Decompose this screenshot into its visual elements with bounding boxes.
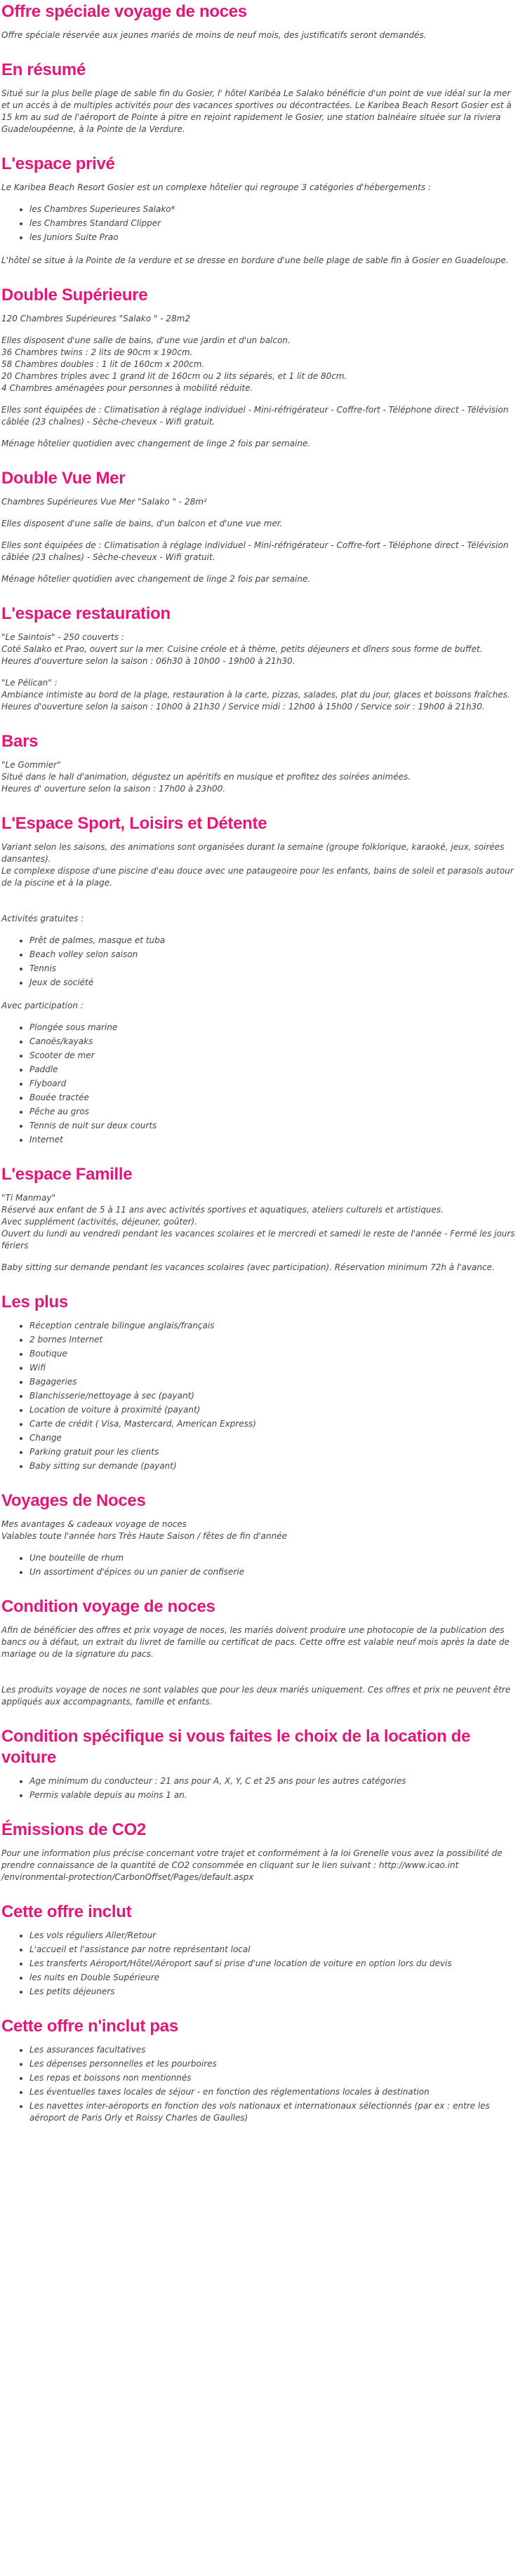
vue-mer-subtitle: Chambres Supérieures Vue Mer "Salako " - 28m² — [1, 497, 207, 507]
list-item: • les Juniors Suite Prao — [29, 232, 521, 243]
spacer — [1, 899, 521, 913]
section-title-espace-famille: L'espace Famille — [1, 1165, 133, 1184]
condition-noces-text: Afin de bénéficier des offres et prix voyage de noces, les mariés doivent produire une photocopie de la publication des bancs ou à défaut, un extrait du livret de famille ou certificat de pacs. Cette offre est valable neuf mois après la date de mariage ou de la signature du pacs. — [1, 1625, 510, 1659]
spacer — [1, 1670, 521, 1684]
text-line: Ambiance intimiste au bord de la plage, restauration à la carte, pizzas, salades, plat du jour, glaces et boissons fraîches. — [1, 690, 510, 700]
text-line: 58 Chambres doubles : 1 lit de 160cm x 200cm. — [1, 359, 205, 369]
list-item: • 2 bornes Internet — [29, 1334, 521, 1346]
section-title-offre-speciale: Offre spéciale voyage de noces — [1, 2, 247, 21]
text-line: Valables toute l'année hors Très Haute Saison / fêtes de fin d'année — [1, 1531, 287, 1541]
section-title-co2: Émissions de CO2 — [1, 1820, 146, 1839]
list-item: • Flyboard — [29, 1078, 521, 1090]
resume-text: Situé sur la plus belle plage de sable fin du Gosier, l' hôtel Karibéa Le Salako bénéficie d'un point de vue idéal sur la mer et un accès à de multiples activités pour des vacances sportives ou décontractées. Le Karibea Beach Resort Gosier est à 15 km au sud de l'aéroport de Pointe à pitre en rejoint rapidement le Gosier, une station balnéaire située sur la riviera Guadeloupéenne, à la Pointe de la Verdure. — [1, 88, 512, 134]
honeymoon-advantages-text — [1, 1519, 521, 1542]
list-item: • Les repas et boissons non mentionnés — [29, 2072, 521, 2084]
section-title-offre-inclut: Cette offre inclut — [1, 1902, 132, 1921]
section-title-bars: Bars — [1, 732, 39, 751]
section-title-offre-n-inclut-pas: Cette offre n'inclut pas — [1, 2017, 178, 2036]
text-line: Heures d'ouverture selon la saison : 10h00 à 21h30 / Service midi : 12h00 à 15h00 / Service soir : 19h00 à 21h30. — [1, 702, 485, 712]
list-item: • Boutique — [29, 1348, 521, 1360]
section-title-resume: En résumé — [1, 60, 86, 79]
list-item: • Jeux de société — [29, 977, 521, 989]
list-item: • Plongée sous marine — [29, 1022, 521, 1034]
restaurant-saintois — [1, 632, 521, 667]
co2-text: Pour une information plus précise concernant votre trajet et conformément à la loi Grenelle vous avez la possibilité de prendre connaissance de la quantité de CO2 consommée en cliquant sur le lien suivant : http://www.icao.int /environmental-protection/CarbonOffset/Pages/default.aspx — [1, 1848, 503, 1882]
list-item: • Un assortiment d'épices ou un panier de confiserie — [29, 1566, 521, 1578]
list-item: • Les assurances facultatives — [29, 2044, 521, 2056]
list-item: • L'accueil et l'assistance par notre représentant local — [29, 1944, 521, 1956]
list-item: • Prêt de palmes, masque et tuba — [29, 935, 521, 947]
list-item: • Les dépenses personnelles et les pourboires — [29, 2058, 521, 2070]
text-line: Le complexe dispose d'une piscine d'eau douce avec une pataugeoire pour les enfants, bains de soleil et parasols autour de la piscine et à la plage. — [1, 866, 514, 888]
list-item: • Tennis — [29, 963, 521, 975]
section-title-double-vue-mer: Double Vue Mer — [1, 469, 126, 488]
list-item: • Paddle — [29, 1064, 521, 1076]
not-included-list — [1, 2044, 521, 2124]
section-title-restauration: L'espace restauration — [1, 604, 171, 623]
espace-prive-intro: Le Karibea Beach Resort Gosier est un complexe hôtelier qui regroupe 3 catégories d'hébergements : — [1, 182, 431, 192]
text-line: Heures d' ouverture selon la saison : 17h00 à 23h00. — [1, 784, 226, 794]
vue-mer-description: Elles disposent d'une salle de bains, d'un balcon et d'une vue mer. — [1, 519, 283, 528]
text-line: Réservé aux enfant de 5 à 11 ans avec activités sportives et aquatiques, ateliers culturels et artistiques. — [1, 1205, 444, 1215]
text-line: 4 Chambres aménagées pour personnes à mobilité réduite. — [1, 383, 253, 393]
text-line: "Le Saintois" - 250 couverts : — [1, 632, 124, 642]
text-line: Mes avantages & cadeaux voyage de noces — [1, 1519, 187, 1529]
list-item: • Baby sitting sur demande (payant) — [29, 1460, 521, 1472]
condition-noces-restrictions: Les produits voyage de noces ne sont valables que pour les deux mariés uniquement. Ces offres et prix ne peuvent être appliqués aux accompagnants, famille et enfants. — [1, 1685, 511, 1707]
text-line: Situé dans le hall d'animation, dégustez un apéritifs en musique et profitez des soirées animées. — [1, 772, 411, 782]
honeymoon-gifts-list — [1, 1552, 521, 1578]
list-item: • Blanchisserie/nettoyage à sec (payant) — [29, 1390, 521, 1402]
section-title-double-superieure: Double Supérieure — [1, 286, 148, 305]
list-item: • Les petits déjeuners — [29, 1986, 521, 1998]
car-rental-conditions-list — [1, 1775, 521, 1801]
kids-club-text — [1, 1192, 521, 1252]
text-line: Heures d'ouverture selon la saison : 06h30 à 10h00 - 19h00 à 21h30. — [1, 656, 295, 666]
amenities-list — [1, 1320, 521, 1472]
text-line: "Le Gommier" — [1, 760, 61, 770]
sport-animations-text — [1, 841, 521, 889]
list-item: • Les navettes inter-aéroports en fonction des vols nationaux et internationaux sélectionnés (par ex : entre les aéroport de Paris Orly et Roissy Charles de Gaulles) — [29, 2100, 521, 2124]
free-activities-list — [1, 935, 521, 989]
list-item: • Les transferts Aéroport/Hôtel/Aéroport sauf si prise d'une location de voiture en option lors du devis — [29, 1958, 521, 1970]
section-title-les-plus: Les plus — [1, 1293, 68, 1312]
double-superieure-equipment: Elles sont équipées de : Climatisation à réglage individuel - Mini-réfrigérateur - Coffre-fort - Téléphone direct - Télévision câblée (23 chaînes) - Sèche-cheveux - Wifi gratuit. — [1, 405, 509, 427]
list-item: • Pêche au gros — [29, 1106, 521, 1118]
vue-mer-housekeeping: Ménage hôtelier quotidien avec changement de linge 2 fois par semaine. — [1, 574, 311, 584]
list-item: • Canoës/kayaks — [29, 1036, 521, 1048]
list-item: • Bagageries — [29, 1376, 521, 1388]
list-item: • Scooter de mer — [29, 1050, 521, 1062]
text-line: 36 Chambres twins : 2 lits de 90cm x 190cm. — [1, 347, 193, 357]
list-item: • Réception centrale bilingue anglais/français — [29, 1320, 521, 1332]
section-title-espace-prive: L'espace privé — [1, 154, 115, 173]
free-activities-label: Activités gratuites : — [1, 914, 84, 923]
text-line: Coté Salako et Prao, ouvert sur la mer. Cuisine créole et à thème, petits déjeuners et dîners sous forme de buffet. — [1, 644, 483, 654]
restaurant-pelican — [1, 677, 521, 713]
list-item: • Beach volley selon saison — [29, 949, 521, 961]
list-item: • Permis valable depuis au moins 1 an. — [29, 1789, 521, 1801]
list-item: • Tennis de nuit sur deux courts — [29, 1120, 521, 1132]
list-item: • les nuits en Double Supérieure — [29, 1972, 521, 1984]
text-line: Elles disposent d'une salle de bains, d'une vue jardin et d'un balcon. — [1, 335, 291, 345]
double-superieure-subtitle: 120 Chambres Supérieures "Salako " - 28m2 — [1, 314, 190, 323]
vue-mer-equipment: Elles sont équipées de : Climatisation à réglage individuel - Mini-réfrigérateur - Coffre-fort - Téléphone direct - Télévision câblée (23 chaînes) - Sèche-cheveux - Wifi gratuit. — [1, 540, 509, 562]
espace-prive-location: L'hôtel se situe à la Pointe de la verdure et se dresse en bordure d'une belle plage de sable fin à Gosier en Guadeloupe. — [1, 255, 509, 265]
list-item: • Change — [29, 1432, 521, 1444]
list-item: • Les vols réguliers Aller/Retour — [29, 1930, 521, 1942]
list-item: • Parking gratuit pour les clients — [29, 1446, 521, 1458]
text-line: Avec supplément (activités, déjeuner, goûter). — [1, 1217, 198, 1227]
list-item: • Location de voiture à proximité (payant) — [29, 1404, 521, 1416]
list-item: • Les éventuelles taxes locales de séjour - en fonction des réglementations locales à destination — [29, 2086, 521, 2098]
list-item: • Une bouteille de rhum — [29, 1552, 521, 1564]
offre-speciale-text: Offre spéciale réservée aux jeunes mariés de moins de neuf mois, des justificatifs seront demandés. — [1, 30, 427, 40]
section-title-sport-loisirs: L'Espace Sport, Loisirs et Détente — [1, 814, 267, 833]
list-item: • Carte de crédit ( Visa, Mastercard, American Express) — [29, 1418, 521, 1430]
list-item: • Wifi — [29, 1362, 521, 1374]
baby-sitting-text: Baby sitting sur demande pendant les vacances scolaires (avec participation). Réservation minimum 72h à l'avance. — [1, 1262, 495, 1272]
text-line: "Ti Manmay" — [1, 1193, 55, 1203]
text-line: 20 Chambres triples avec 1 grand lit de 160cm ou 2 lits séparés, et 1 lit de 80cm. — [1, 371, 347, 381]
paid-activities-label: Avec participation : — [1, 1001, 84, 1010]
list-item: • Internet — [29, 1134, 521, 1146]
list-item: • Bouée tractée — [29, 1092, 521, 1104]
section-title-location-voiture: Condition spécifique si vous faites le choix de la location de voiture — [1, 1727, 471, 1767]
paid-activities-list — [1, 1022, 521, 1146]
text-line: "Le Pélican" : — [1, 678, 58, 688]
text-line: Ouvert du lundi au vendredi pendant les vacances scolaires et le mercredi et samedi le reste de l'année - Fermé les jours fériers — [1, 1229, 515, 1250]
section-title-condition-noces: Condition voyage de noces — [1, 1597, 215, 1616]
double-superieure-housekeeping: Ménage hôtelier quotidien avec changement de linge 2 fois par semaine. — [1, 439, 311, 448]
list-item: • les Chambres Superieures Salako* — [29, 203, 521, 215]
double-superieure-rooms — [1, 335, 521, 394]
section-title-voyages-de-noces: Voyages de Noces — [1, 1491, 146, 1510]
room-categories-list — [1, 203, 521, 243]
list-item: • les Chambres Standard Clipper — [29, 218, 521, 229]
included-list — [1, 1930, 521, 1998]
text-line: Variant selon les saisons, des animations sont organisées durant la semaine (groupe folklorique, karaoké, jeux, soirées dansantes). — [1, 842, 505, 864]
list-item: • Age minimum du conducteur : 21 ans pour A, X, Y, C et 25 ans pour les autres catégories — [29, 1775, 521, 1787]
bar-gommier — [1, 759, 521, 795]
